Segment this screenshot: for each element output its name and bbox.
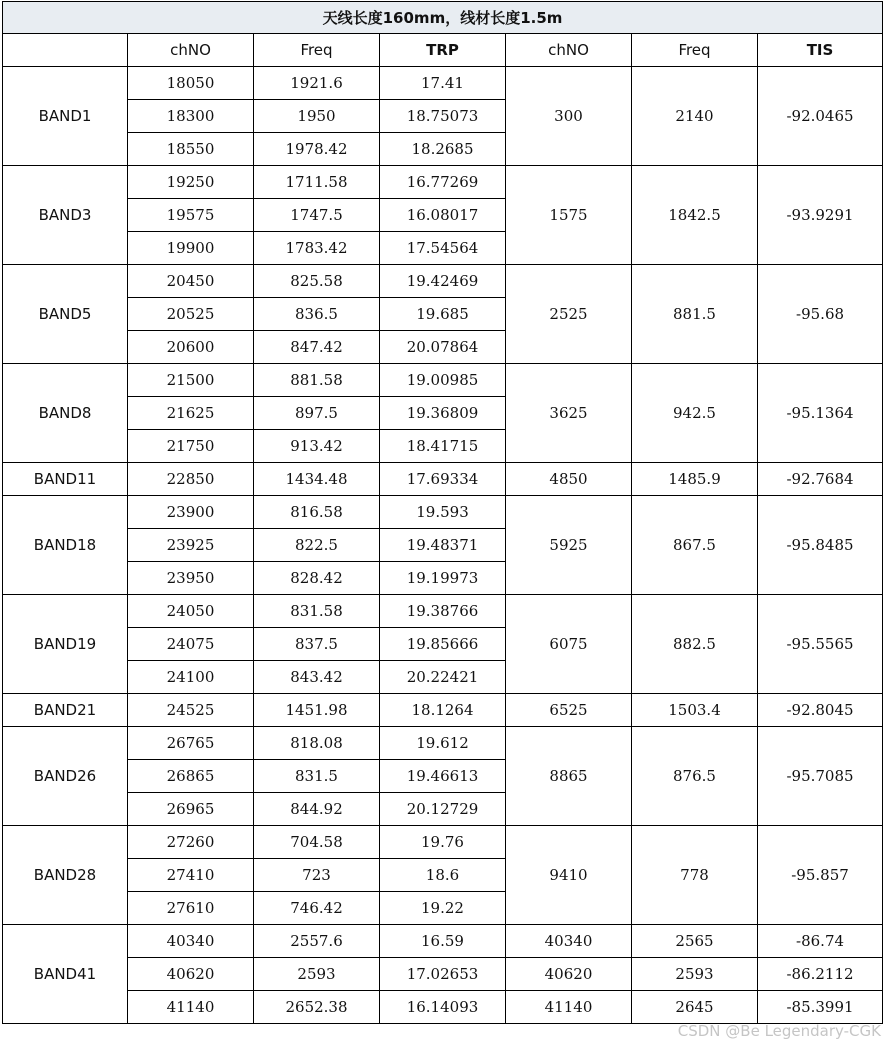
trp-cell: 17.41	[380, 67, 506, 100]
chno-cell: 22850	[128, 463, 254, 496]
table-row	[3, 463, 883, 496]
band-name-cell: BAND21	[3, 694, 128, 727]
tis-chno-cell: 1575	[506, 166, 632, 265]
freq-cell: 847.42	[254, 331, 380, 364]
tis-value-cell: -92.0465	[758, 67, 883, 166]
tis-chno-cell: 300	[506, 67, 632, 166]
trp-cell: 18.41715	[380, 430, 506, 463]
tis-freq-cell: 2565	[632, 925, 758, 958]
table-row	[3, 496, 883, 529]
tis-freq-cell: 2593	[632, 958, 758, 991]
freq-cell: 816.58	[254, 496, 380, 529]
chno-cell: 18050	[128, 67, 254, 100]
freq-cell: 1711.58	[254, 166, 380, 199]
tis-freq-cell: 2645	[632, 991, 758, 1024]
freq-cell: 704.58	[254, 826, 380, 859]
freq-cell: 913.42	[254, 430, 380, 463]
chno-cell: 27260	[128, 826, 254, 859]
tis-freq-cell: 1842.5	[632, 166, 758, 265]
chno-cell: 40340	[128, 925, 254, 958]
chno-cell: 23950	[128, 562, 254, 595]
band-name-cell: BAND1	[3, 67, 128, 166]
band-name-cell: BAND28	[3, 826, 128, 925]
freq-cell: 1783.42	[254, 232, 380, 265]
tis-freq-cell: 942.5	[632, 364, 758, 463]
trp-cell: 16.08017	[380, 199, 506, 232]
tis-value-cell: -92.7684	[758, 463, 883, 496]
freq-cell: 1978.42	[254, 133, 380, 166]
trp-cell: 19.00985	[380, 364, 506, 397]
tis-freq-cell: 1503.4	[632, 694, 758, 727]
header-freq-tis: Freq	[632, 34, 758, 67]
chno-cell: 41140	[128, 991, 254, 1024]
tis-value-cell: -95.857	[758, 826, 883, 925]
table-row	[3, 958, 883, 991]
chno-cell: 24050	[128, 595, 254, 628]
tis-freq-cell: 778	[632, 826, 758, 925]
table-row	[3, 727, 883, 760]
tis-value-cell: -95.68	[758, 265, 883, 364]
trp-cell: 19.85666	[380, 628, 506, 661]
freq-cell: 2652.38	[254, 991, 380, 1024]
chno-cell: 21625	[128, 397, 254, 430]
tis-chno-cell: 40620	[506, 958, 632, 991]
trp-cell: 18.75073	[380, 100, 506, 133]
trp-cell: 19.46613	[380, 760, 506, 793]
chno-cell: 23900	[128, 496, 254, 529]
band-name-cell: BAND3	[3, 166, 128, 265]
tis-freq-cell: 876.5	[632, 727, 758, 826]
freq-cell: 843.42	[254, 661, 380, 694]
table-row	[3, 826, 883, 859]
tis-value-cell: -95.5565	[758, 595, 883, 694]
freq-cell: 818.08	[254, 727, 380, 760]
freq-cell: 822.5	[254, 529, 380, 562]
trp-cell: 19.38766	[380, 595, 506, 628]
chno-cell: 20450	[128, 265, 254, 298]
tis-freq-cell: 881.5	[632, 265, 758, 364]
freq-cell: 1747.5	[254, 199, 380, 232]
trp-cell: 19.22	[380, 892, 506, 925]
tis-value-cell: -95.7085	[758, 727, 883, 826]
tis-value-cell: -95.8485	[758, 496, 883, 595]
chno-cell: 21500	[128, 364, 254, 397]
tis-chno-cell: 40340	[506, 925, 632, 958]
freq-cell: 844.92	[254, 793, 380, 826]
tis-chno-cell: 41140	[506, 991, 632, 1024]
trp-cell: 18.1264	[380, 694, 506, 727]
chno-cell: 26965	[128, 793, 254, 826]
tis-value-cell: -86.74	[758, 925, 883, 958]
trp-cell: 20.22421	[380, 661, 506, 694]
tis-value-cell: -85.3991	[758, 991, 883, 1024]
trp-cell: 16.59	[380, 925, 506, 958]
tis-freq-cell: 882.5	[632, 595, 758, 694]
band-name-cell: BAND11	[3, 463, 128, 496]
freq-cell: 2593	[254, 958, 380, 991]
tis-chno-cell: 5925	[506, 496, 632, 595]
freq-cell: 831.5	[254, 760, 380, 793]
chno-cell: 26865	[128, 760, 254, 793]
chno-cell: 20525	[128, 298, 254, 331]
chno-cell: 24075	[128, 628, 254, 661]
table-row	[3, 595, 883, 628]
freq-cell: 897.5	[254, 397, 380, 430]
chno-cell: 19250	[128, 166, 254, 199]
tis-chno-cell: 8865	[506, 727, 632, 826]
freq-cell: 746.42	[254, 892, 380, 925]
chno-cell: 19900	[128, 232, 254, 265]
band-name-cell: BAND41	[3, 925, 128, 1024]
header-tis: TIS	[758, 34, 883, 67]
tis-chno-cell: 4850	[506, 463, 632, 496]
chno-cell: 27410	[128, 859, 254, 892]
trp-cell: 19.48371	[380, 529, 506, 562]
watermark: CSDN @Be Legendary-CGK	[677, 1022, 881, 1040]
freq-cell: 1921.6	[254, 67, 380, 100]
trp-cell: 20.12729	[380, 793, 506, 826]
header-freq: Freq	[254, 34, 380, 67]
trp-cell: 19.76	[380, 826, 506, 859]
tis-freq-cell: 2140	[632, 67, 758, 166]
table-row	[3, 925, 883, 958]
freq-cell: 828.42	[254, 562, 380, 595]
table-title: 天线长度160mm，线材长度1.5m	[3, 2, 883, 34]
tis-chno-cell: 2525	[506, 265, 632, 364]
freq-cell: 2557.6	[254, 925, 380, 958]
freq-cell: 837.5	[254, 628, 380, 661]
table-container	[2, 1, 883, 1024]
chno-cell: 40620	[128, 958, 254, 991]
tis-value-cell: -92.8045	[758, 694, 883, 727]
freq-cell: 825.58	[254, 265, 380, 298]
header-chno-tis: chNO	[506, 34, 632, 67]
measurement-table	[2, 1, 883, 1024]
tis-chno-cell: 6075	[506, 595, 632, 694]
freq-cell: 723	[254, 859, 380, 892]
freq-cell: 1950	[254, 100, 380, 133]
freq-cell: 836.5	[254, 298, 380, 331]
trp-cell: 17.69334	[380, 463, 506, 496]
chno-cell: 24100	[128, 661, 254, 694]
freq-cell: 831.58	[254, 595, 380, 628]
tis-value-cell: -86.2112	[758, 958, 883, 991]
tis-freq-cell: 867.5	[632, 496, 758, 595]
trp-cell: 19.36809	[380, 397, 506, 430]
trp-cell: 19.42469	[380, 265, 506, 298]
chno-cell: 26765	[128, 727, 254, 760]
tis-value-cell: -95.1364	[758, 364, 883, 463]
trp-cell: 18.2685	[380, 133, 506, 166]
trp-cell: 19.593	[380, 496, 506, 529]
table-row	[3, 265, 883, 298]
tis-chno-cell: 9410	[506, 826, 632, 925]
table-row	[3, 364, 883, 397]
trp-cell: 17.02653	[380, 958, 506, 991]
trp-cell: 19.612	[380, 727, 506, 760]
tis-chno-cell: 6525	[506, 694, 632, 727]
chno-cell: 24525	[128, 694, 254, 727]
band-name-cell: BAND18	[3, 496, 128, 595]
table-row	[3, 166, 883, 199]
band-name-cell: BAND5	[3, 265, 128, 364]
header-band	[3, 34, 128, 67]
tis-chno-cell: 3625	[506, 364, 632, 463]
trp-cell: 16.14093	[380, 991, 506, 1024]
table-row	[3, 67, 883, 100]
trp-cell: 20.07864	[380, 331, 506, 364]
table-row	[3, 991, 883, 1024]
chno-cell: 20600	[128, 331, 254, 364]
chno-cell: 19575	[128, 199, 254, 232]
trp-cell: 19.685	[380, 298, 506, 331]
chno-cell: 27610	[128, 892, 254, 925]
trp-cell: 17.54564	[380, 232, 506, 265]
header-chno: chNO	[128, 34, 254, 67]
table-row	[3, 694, 883, 727]
freq-cell: 1434.48	[254, 463, 380, 496]
trp-cell: 16.77269	[380, 166, 506, 199]
tis-value-cell: -93.9291	[758, 166, 883, 265]
tis-freq-cell: 1485.9	[632, 463, 758, 496]
band-name-cell: BAND8	[3, 364, 128, 463]
chno-cell: 18300	[128, 100, 254, 133]
band-name-cell: BAND19	[3, 595, 128, 694]
chno-cell: 23925	[128, 529, 254, 562]
trp-cell: 19.19973	[380, 562, 506, 595]
band-name-cell: BAND26	[3, 727, 128, 826]
header-trp: TRP	[380, 34, 506, 67]
header-row	[3, 34, 883, 67]
chno-cell: 18550	[128, 133, 254, 166]
trp-cell: 18.6	[380, 859, 506, 892]
freq-cell: 1451.98	[254, 694, 380, 727]
freq-cell: 881.58	[254, 364, 380, 397]
chno-cell: 21750	[128, 430, 254, 463]
